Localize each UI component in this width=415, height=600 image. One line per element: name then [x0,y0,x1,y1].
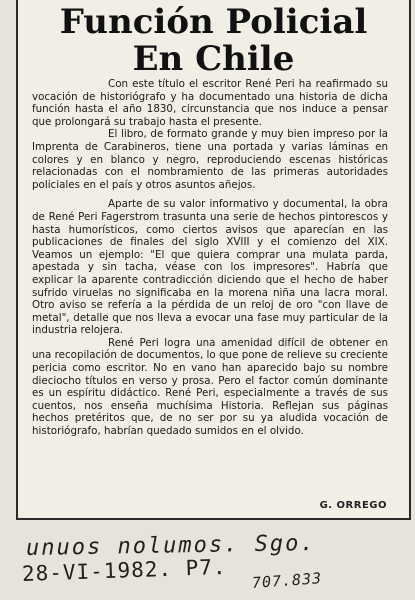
title-line-1: Función Policial [59,2,368,42]
title-line-2: En Chile [132,39,295,79]
article-body [32,78,388,438]
handwritten-date: 28-VI-1982. P7. [21,554,227,586]
handwritten-catalog-number: 707.833 [251,569,323,592]
article-title [18,0,409,78]
paragraph-3: Aparte de su valor informativo y documental, la obra de René Peri Fagerstrom trasunta una serie de hechos pintorescos y hasta humorísticos, como ciertos avisos que aparecían en las publicaciones de finales del siglo XVIII y el comienzo del XIX. Veamos un ejemplo: "El que quiera comprar una mulata parda, apestada y sin tacha, véase con los impresores". Habría que explicar la aparente contradicción diciendo que el hecho de haber sufrido viruelas no significaba en la morena niña una lacra moral. Otro aviso se refería a la pérdida de un reloj de oro "con llave de metal", detalle que nos lleva a evocar una fase muy particular de la industria relojera. [32,198,388,337]
author-signature: G. ORREGO [319,500,387,511]
handwritten-source: unuos nolumos. Sgo. [25,530,316,561]
paragraph-4: René Peri logra una amenidad difícil de obtener en una recopilación de documentos, lo que pone de relieve su creciente pericia como escritor. No en vano han aparecido bajo su nombre dieciocho títulos en verso y prosa. Pero el factor común dominante es un espíritu didáctico. René Peri, especialmente a través de sus cuentos, nos enseña muchísima Historia. Reflejan sus páginas hechos pretéritos que, de no ser por su ya aludida vocación de historiógrafo, habrían quedado sumidos en el olvido. [32,336,388,438]
paragraph-2: El libro, de formato grande y muy bien impreso por la Imprenta de Carabineros, tiene una portada y varias láminas en colores y en blanco y negro, reproduciendo escenas históricas relacionadas con el nombramiento de las primeras autoridades policiales en el país y otros asuntos añejos. [32,128,388,191]
newspaper-clipping [16,0,411,520]
paragraph-1: Con este título el escritor René Peri ha reafirmado su vocación de historiógrafo y ha documentado una historia de dicha función hasta el año 1830, circunstancia que nos induce a pensar que prolongará su trabajo hasta el presente. [32,78,388,128]
